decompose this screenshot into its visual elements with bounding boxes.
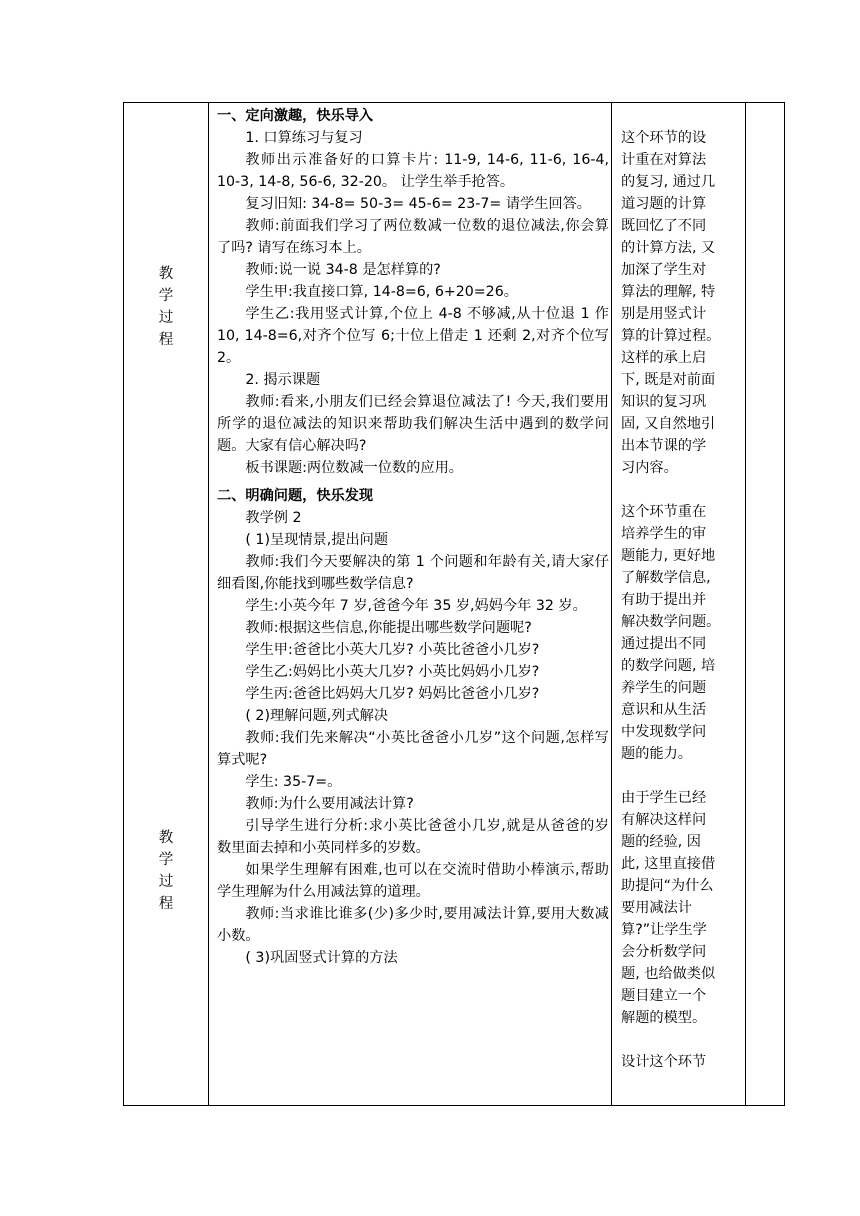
paragraph: 教学例 2 <box>245 510 302 526</box>
paragraph: 教师:说一说 34-8 是怎样算的? <box>245 262 441 278</box>
paragraph: 教师:前面我们学习了两位数减一位数的退位减法,你会算了吗? 请写在练习本上。 <box>217 218 609 256</box>
paragraph: 学生: 35-7=。 <box>245 774 342 790</box>
paragraph: 教师:看来,小朋友们已经会算退位减法了! 今天,我们要用所学的退位减法的知识来帮助我们解决生活中遇到的数学问题。大家有信心解决吗? <box>217 394 609 454</box>
section-heading: 一、定向激趣，快乐导入 <box>217 108 374 124</box>
section-heading: 二、明确问题，快乐发现 <box>217 488 374 504</box>
paragraph: 1. 口算练习与复习 <box>245 130 363 146</box>
lesson-plan-table <box>123 102 785 1106</box>
column-divider <box>745 103 746 1105</box>
paragraph: 学生丙:爸爸比妈妈大几岁? 妈妈比爸爸小几岁? <box>245 686 540 702</box>
paragraph: 教师:根据这些信息,你能提出哪些数学问题呢? <box>245 620 532 636</box>
design-note: 这个环节重在 培养学生的审 题能力, 更好地 了解数学信息, 有助于提出并 解决数学问题。 通过提出不同 的数学问题, 培 养学生的问题 意识和从生活 中发现数学问 题的能力。 <box>621 504 721 762</box>
paragraph: 教师:为什么要用减法计算? <box>245 796 414 812</box>
section-label-first: 教 学 过 程 <box>158 266 174 348</box>
column-divider <box>611 103 612 1105</box>
paragraph: ( 2)理解问题,列式解决 <box>245 708 389 724</box>
paragraph: 板书课题:两位数减一位数的应用。 <box>245 460 463 476</box>
paragraph: 学生乙:妈妈比小英大几岁? 小英比妈妈小几岁? <box>245 664 540 680</box>
paragraph: 教师出示准备好的口算卡片: 11-9, 14-6, 11-6, 16-4, 10-3, 14-8, 56-6, 32-20。 让学生举手抢答。 <box>217 152 609 190</box>
design-note: 由于学生已经 有解决这样问 题的经验, 因 此, 这里直接借 助提问“为什么 要用减法计 算?”让学生学 会分析数学问 题, 也给做类似 题目建立一个 解题的模型。 <box>621 790 716 1026</box>
paragraph: 2. 揭示课题 <box>245 372 321 388</box>
paragraph: ( 1)呈现情景,提出问题 <box>245 532 389 548</box>
section-label-column <box>124 103 208 1105</box>
paragraph: 教师:我们今天要解决的第 1 个问题和年龄有关,请大家仔细看图,你能找到哪些数学信息? <box>217 554 609 592</box>
paragraph: 教师:我们先来解决“小英比爸爸小几岁”这个问题,怎样写算式呢? <box>217 730 609 768</box>
paragraph: 学生甲:爸爸比小英大几岁? 小英比爸爸小几岁? <box>245 642 540 658</box>
section-label-second: 教 学 过 程 <box>158 830 174 912</box>
design-note: 这个环节的设 计重在对算法 的复习, 通过几 道习题的计算 既回忆了不同 的计算方法, 又 加深了学生对 算法的理解, 特 别是用竖式计 算的计算过程。 这样的承上启 下, 既是对前面 知识的复习巩 固, 又自然地引 出本节课的学 习内容。 <box>621 130 721 476</box>
design-notes-column <box>621 127 739 1073</box>
column-divider <box>208 103 209 1105</box>
paragraph: ( 3)巩固竖式计算的方法 <box>245 950 398 966</box>
paragraph: 教师:当求谁比谁多(少)多少时,要用减法计算,要用大数减小数。 <box>217 906 609 944</box>
lesson-content-column <box>217 105 609 969</box>
paragraph: 学生甲:我直接口算, 14-8=6, 6+20=26。 <box>245 284 518 300</box>
paragraph: 学生:小英今年 7 岁,爸爸今年 35 岁,妈妈今年 32 岁。 <box>245 598 587 614</box>
paragraph: 引导学生进行分析:求小英比爸爸小几岁,就是从爸爸的岁数里面去掉和小英同样多的岁数。 <box>217 818 609 856</box>
paragraph: 如果学生理解有困难,也可以在交流时借助小棒演示,帮助学生理解为什么用减法算的道理。 <box>217 862 609 900</box>
paragraph: 学生乙:我用竖式计算,个位上 4-8 不够减,从十位退 1 作 10, 14-8=6,对齐个位写 6;十位上借走 1 还剩 2,对齐个位写 2。 <box>217 306 609 366</box>
design-note: 设计这个环节 <box>621 1054 707 1070</box>
paragraph: 复习旧知: 34-8= 50-3= 45-6= 23-7= 请学生回答。 <box>245 196 591 212</box>
